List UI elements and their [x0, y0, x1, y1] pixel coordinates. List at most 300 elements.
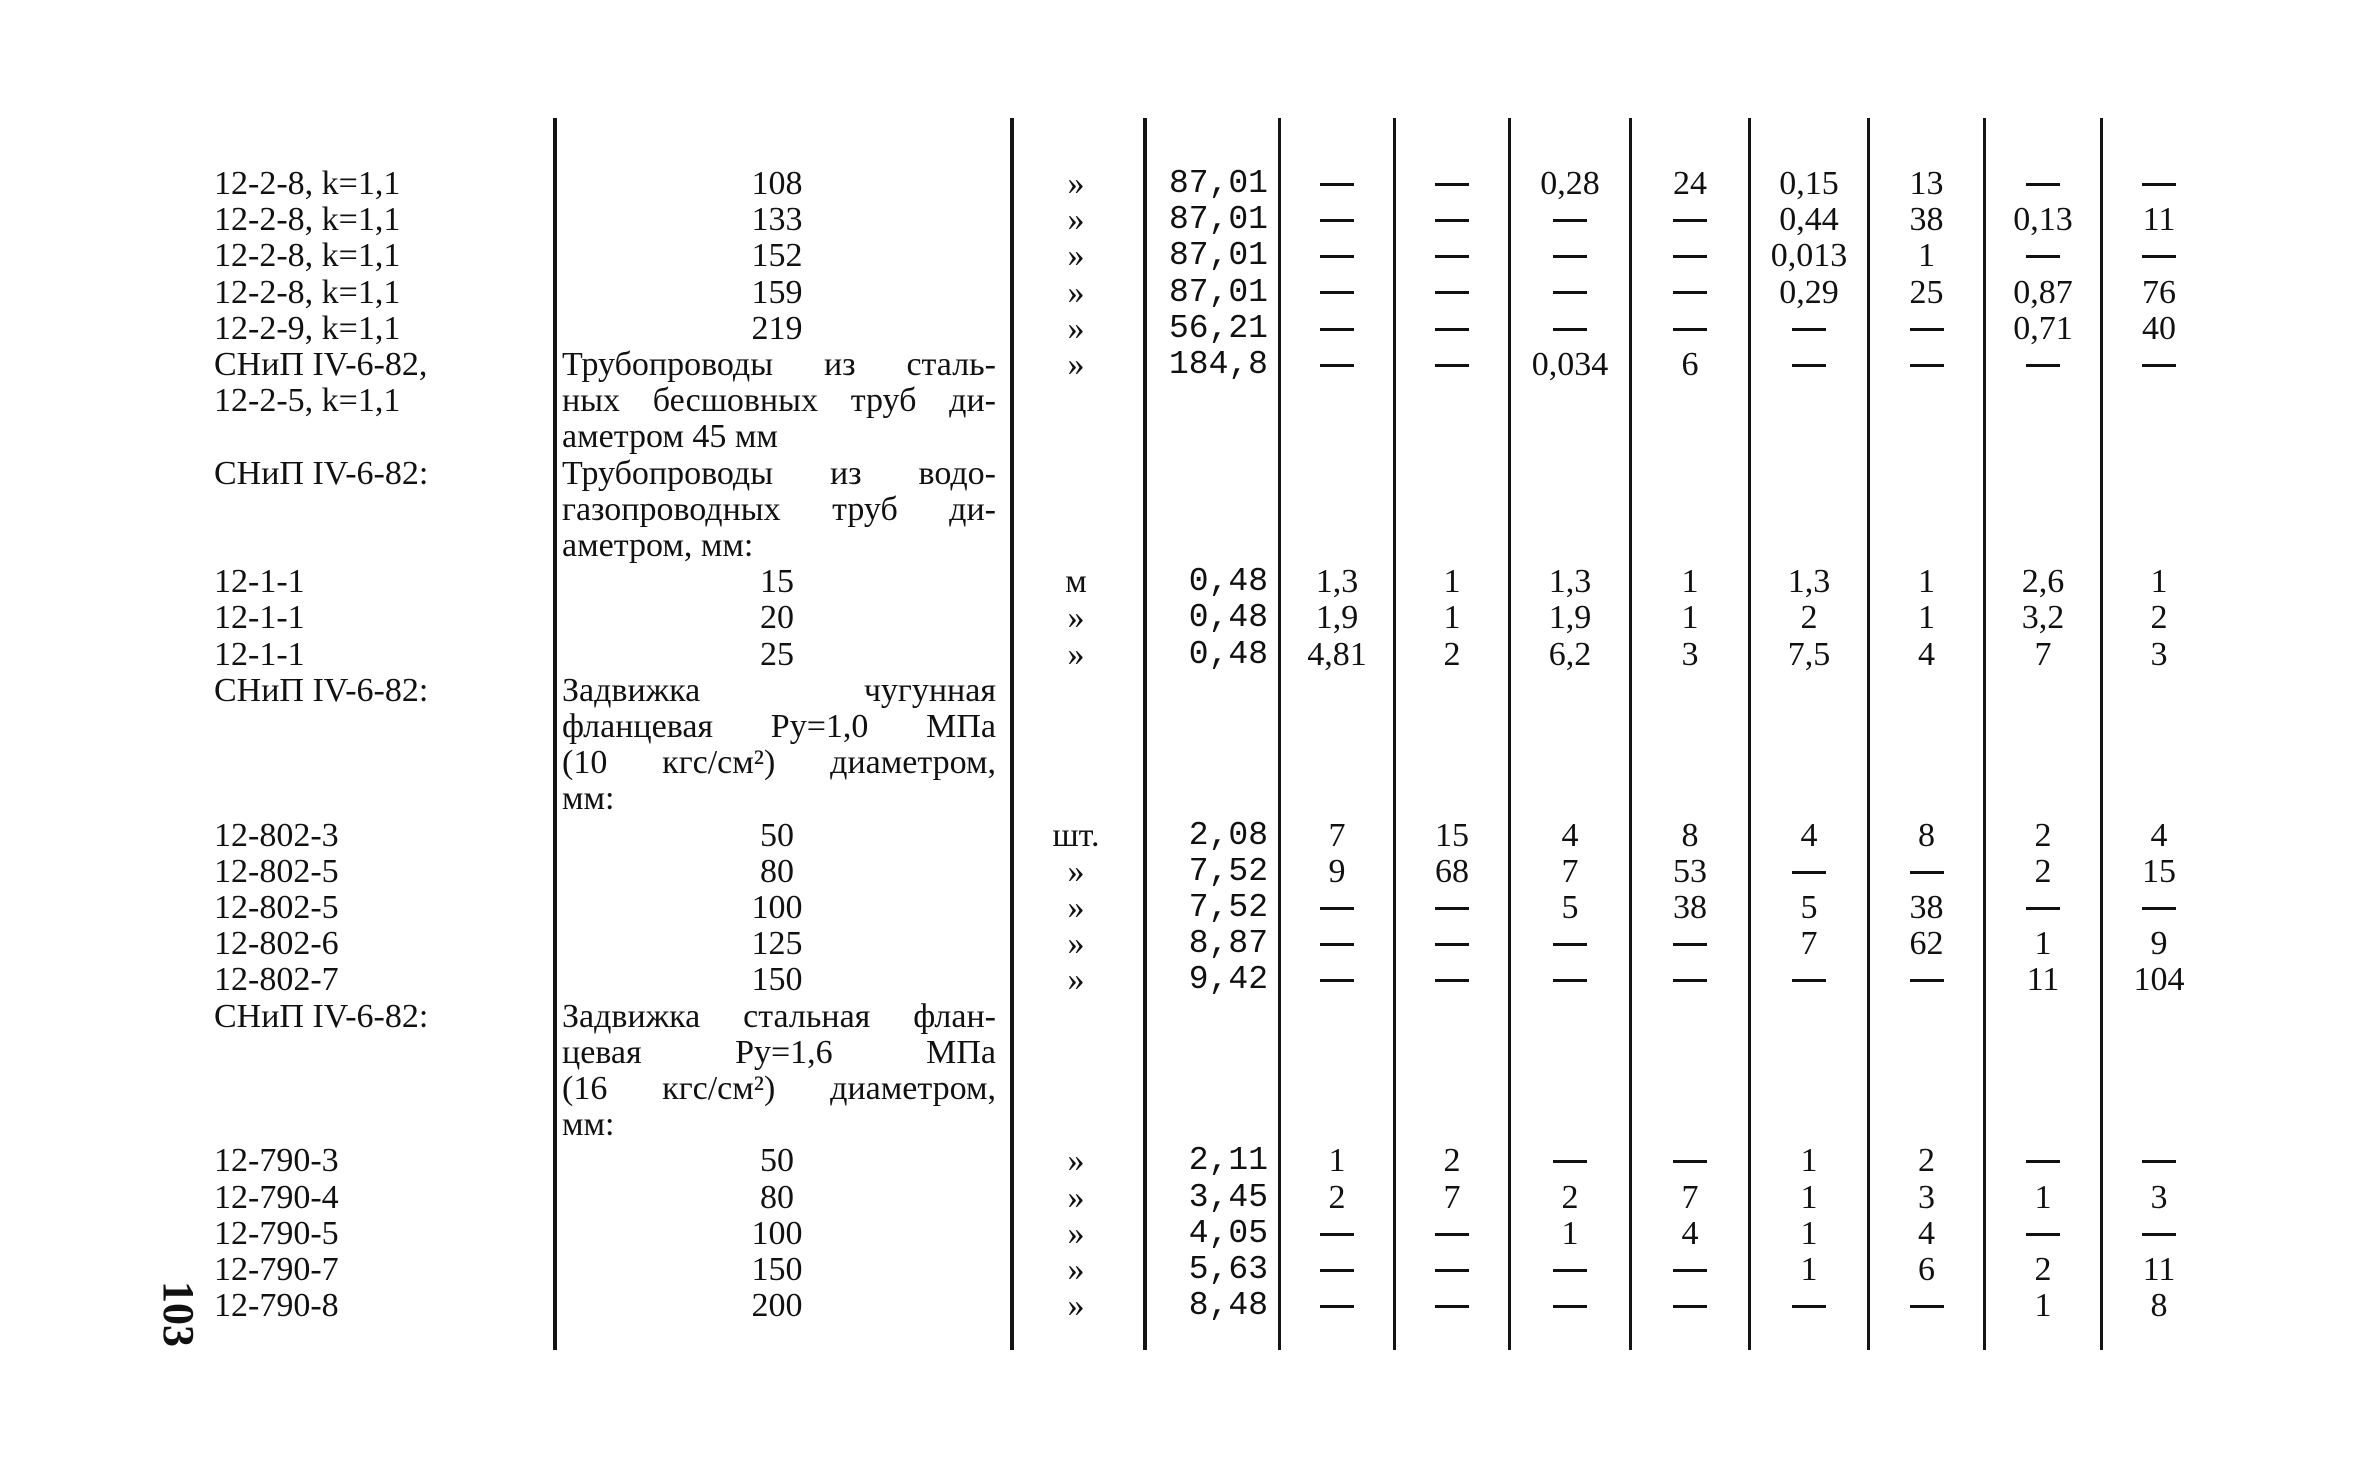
rate-value: 56,21: [1168, 309, 1268, 347]
dash-cell: [1282, 275, 1392, 311]
quantity-cell: 5: [1800, 889, 1818, 926]
dash-mark: [1435, 291, 1469, 294]
rate-value: 8,87: [1188, 925, 1268, 963]
dash-cell: [1987, 166, 2099, 202]
quantity-cell: 2: [2034, 852, 2052, 890]
dash-mark: [1553, 943, 1587, 946]
quantity-cell: 2: [1443, 1142, 1461, 1180]
table-row: [0, 311, 2363, 347]
dash-mark: [1553, 1305, 1587, 1308]
dash-cell: [2104, 347, 2214, 383]
quantity-cell: 1,3: [1787, 563, 1831, 601]
dash-cell: [1397, 238, 1507, 274]
quantity-cell: 76: [2142, 273, 2176, 311]
dash-mark: [1435, 1269, 1469, 1272]
dash-mark: [1320, 364, 1354, 367]
unit: »: [1067, 635, 1085, 673]
table-row: [0, 1216, 2363, 1252]
quantity-cell: 24: [1673, 165, 1707, 202]
dash-mark: [1435, 219, 1469, 222]
item-description: Трубопроводы из водо-: [562, 454, 996, 492]
dash-cell: [1871, 311, 1982, 347]
norm-code: 12-790-7: [214, 1251, 339, 1288]
dash-cell: [1397, 347, 1507, 383]
rate-value: 87,01: [1168, 237, 1268, 275]
unit: шт.: [1052, 816, 1100, 854]
rate-value: 4,05: [1188, 1214, 1268, 1252]
dash-cell: [1282, 1252, 1392, 1288]
dash-cell: [1512, 202, 1628, 238]
dash-cell: [1397, 166, 1507, 202]
dash-cell: [1987, 347, 2099, 383]
dash-mark: [1320, 255, 1354, 258]
dash-cell: [1397, 311, 1507, 347]
dash-cell: [1397, 962, 1507, 998]
unit: »: [1067, 1178, 1085, 1216]
quantity-cell: 15: [1435, 816, 1469, 854]
dash-cell: [1871, 962, 1982, 998]
dash-cell: [1633, 926, 1747, 962]
item-description: 80: [760, 1178, 794, 1216]
item-description: 150: [751, 1251, 803, 1288]
quantity-cell: 1: [2150, 563, 2168, 601]
item-description: Задвижка стальная флан-: [562, 997, 996, 1035]
quantity-cell: 1: [1443, 563, 1461, 601]
dash-mark: [1553, 255, 1587, 258]
rate-value: 2,11: [1188, 1142, 1268, 1180]
quantity-cell: 2: [2034, 816, 2052, 854]
dash-mark: [2142, 255, 2176, 258]
table-row: [0, 238, 2363, 274]
dash-cell: [1633, 275, 1747, 311]
quantity-cell: 7: [1800, 925, 1818, 963]
dash-cell: [1633, 311, 1747, 347]
quantity-cell: 1: [1918, 563, 1935, 601]
quantity-cell: 1,9: [1315, 599, 1359, 637]
dash-cell: [2104, 1143, 2214, 1179]
dash-mark: [1792, 1305, 1826, 1308]
quantity-cell: 68: [1435, 852, 1469, 890]
dash-cell: [1512, 1288, 1628, 1324]
dash-cell: [1282, 890, 1392, 926]
table-row: [0, 854, 2363, 890]
dash-mark: [1320, 1233, 1354, 1236]
norm-code: 12-790-4: [214, 1178, 339, 1216]
table-row: [0, 1252, 2363, 1288]
dash-cell: [1633, 1288, 1747, 1324]
table-row: [0, 1288, 2363, 1324]
dash-mark: [1553, 1269, 1587, 1272]
dash-mark: [2026, 907, 2060, 910]
quantity-cell: 9: [1328, 852, 1346, 890]
dash-cell: [1397, 1288, 1507, 1324]
item-description: (16 кгс/см²) диаметром,: [562, 1070, 996, 1107]
quantity-cell: 1: [1681, 599, 1699, 637]
item-description: Задвижка чугунная: [562, 671, 996, 709]
table-row: [0, 890, 2363, 926]
unit: »: [1067, 889, 1085, 926]
dash-mark: [1435, 1305, 1469, 1308]
table-row: [0, 1143, 2363, 1179]
dash-mark: [1910, 871, 1944, 874]
quantity-cell: 0,13: [2013, 201, 2073, 239]
dash-cell: [1512, 238, 1628, 274]
rate-value: 8,48: [1188, 1287, 1268, 1325]
unit: »: [1067, 852, 1085, 890]
item-description: 108: [751, 165, 803, 202]
dash-cell: [1871, 1288, 1982, 1324]
item-description: 200: [751, 1287, 803, 1325]
rate-value: 0,48: [1188, 599, 1268, 637]
quantity-cell: 0,034: [1531, 346, 1609, 383]
norm-code: 12-2-9, k=1,1: [214, 309, 401, 347]
quantity-cell: 4,81: [1307, 635, 1367, 673]
quantity-cell: 13: [1909, 165, 1944, 202]
item-description: газопроводных труб ди-: [562, 490, 996, 528]
table-row: [0, 202, 2363, 238]
dash-cell: [1633, 962, 1747, 998]
dash-mark: [1673, 1269, 1707, 1272]
quantity-cell: 1: [1800, 1214, 1818, 1252]
quantity-cell: 4: [1918, 1214, 1935, 1252]
quantity-cell: 2: [1443, 635, 1461, 673]
quantity-cell: 7: [2034, 635, 2052, 673]
dash-cell: [1512, 1143, 1628, 1179]
quantity-cell: 3: [1681, 635, 1699, 673]
quantity-cell: 1: [1561, 1214, 1579, 1252]
quantity-cell: 1: [2034, 1287, 2052, 1325]
unit: »: [1067, 961, 1085, 999]
norm-code: 12-802-3: [214, 816, 339, 854]
quantity-cell: 1: [1681, 563, 1699, 601]
norm-code: 12-802-7: [214, 961, 339, 999]
item-description: 219: [751, 309, 803, 347]
dash-mark: [2026, 255, 2060, 258]
dash-mark: [1553, 1160, 1587, 1163]
item-description: 133: [751, 201, 803, 239]
quantity-cell: 1: [1918, 599, 1935, 637]
quantity-cell: 1: [2034, 925, 2052, 963]
unit: »: [1067, 599, 1085, 637]
dash-mark: [2026, 1233, 2060, 1236]
dash-mark: [2026, 183, 2060, 186]
dash-cell: [1397, 275, 1507, 311]
item-description: 15: [760, 563, 794, 601]
dash-cell: [1752, 962, 1866, 998]
quantity-cell: 38: [1909, 889, 1944, 926]
norm-code: 12-790-3: [214, 1142, 339, 1180]
dash-cell: [1871, 347, 1982, 383]
quantity-cell: 2: [1328, 1178, 1346, 1216]
dash-cell: [1752, 1288, 1866, 1324]
dash-mark: [1320, 219, 1354, 222]
unit: »: [1067, 165, 1085, 202]
unit: »: [1067, 925, 1085, 963]
unit: »: [1067, 201, 1085, 239]
dash-mark: [1435, 943, 1469, 946]
item-description: аметром, мм:: [562, 527, 754, 564]
item-description: 80: [760, 852, 794, 890]
table-row: [0, 166, 2363, 202]
dash-cell: [1752, 311, 1866, 347]
norm-code: СНиП IV-6-82:: [214, 454, 429, 492]
quantity-cell: 8: [2150, 1287, 2168, 1325]
quantity-cell: 62: [1909, 925, 1944, 963]
table-row: [0, 1071, 2363, 1107]
dash-mark: [1910, 979, 1944, 982]
quantity-cell: 7,5: [1787, 635, 1831, 673]
dash-mark: [1320, 1269, 1354, 1272]
table-row: [0, 745, 2363, 781]
quantity-cell: 6,2: [1548, 635, 1592, 673]
dash-cell: [1512, 926, 1628, 962]
dash-cell: [1282, 311, 1392, 347]
dash-cell: [1397, 890, 1507, 926]
dash-mark: [2142, 183, 2176, 186]
dash-cell: [2104, 166, 2214, 202]
quantity-cell: 1,3: [1315, 563, 1359, 601]
item-description: ных бесшовных труб ди-: [562, 382, 996, 420]
quantity-cell: 38: [1673, 889, 1707, 926]
quantity-cell: 0,15: [1779, 165, 1839, 202]
table-row: [0, 962, 2363, 998]
quantity-cell: 2: [2034, 1251, 2052, 1288]
norm-code: СНиП IV-6-82,: [214, 346, 428, 383]
dash-mark: [1553, 979, 1587, 982]
item-description: 152: [751, 237, 803, 275]
dash-cell: [1397, 1216, 1507, 1252]
unit: »: [1067, 1142, 1085, 1180]
item-description: 100: [751, 1214, 803, 1252]
quantity-cell: 0,87: [2013, 273, 2073, 311]
dash-cell: [1282, 962, 1392, 998]
dash-cell: [1397, 202, 1507, 238]
dash-mark: [2026, 1160, 2060, 1163]
quantity-cell: 1: [1918, 237, 1935, 275]
dash-mark: [1673, 255, 1707, 258]
dash-cell: [1282, 166, 1392, 202]
norm-code: СНиП IV-6-82:: [214, 671, 429, 709]
item-description: 50: [760, 816, 794, 854]
dash-mark: [1320, 1305, 1354, 1308]
norm-code: 12-1-1: [214, 563, 305, 601]
item-description: Трубопроводы из сталь-: [562, 346, 996, 383]
dash-mark: [1320, 328, 1354, 331]
dash-cell: [1397, 1252, 1507, 1288]
dash-mark: [1673, 943, 1707, 946]
dash-cell: [1633, 238, 1747, 274]
dash-mark: [2142, 907, 2176, 910]
quantity-cell: 104: [2133, 961, 2185, 999]
dash-cell: [1282, 202, 1392, 238]
item-description: аметром 45 мм: [562, 418, 778, 456]
rate-value: 87,01: [1168, 201, 1268, 239]
dash-mark: [1435, 328, 1469, 331]
rate-value: 184,8: [1168, 346, 1268, 383]
dash-mark: [1673, 979, 1707, 982]
dash-mark: [1320, 943, 1354, 946]
rate-value: 2,08: [1188, 816, 1268, 854]
rate-value: 5,63: [1188, 1251, 1268, 1288]
quantity-cell: 9: [2150, 925, 2168, 963]
dash-mark: [1435, 255, 1469, 258]
quantity-cell: 1: [1443, 599, 1461, 637]
dash-cell: [1282, 1216, 1392, 1252]
item-description: 25: [760, 635, 794, 673]
quantity-cell: 3: [2150, 635, 2168, 673]
dash-cell: [1871, 854, 1982, 890]
quantity-cell: 3,2: [2021, 599, 2065, 637]
quantity-cell: 4: [1918, 635, 1935, 673]
unit: »: [1067, 1214, 1085, 1252]
rate-value: 87,01: [1168, 165, 1268, 202]
dash-mark: [1792, 328, 1826, 331]
item-description: фланцевая Pу=1,0 МПа: [562, 708, 996, 745]
quantity-cell: 2: [1800, 599, 1818, 637]
quantity-cell: 1: [2034, 1178, 2052, 1216]
item-description: 50: [760, 1142, 794, 1180]
quantity-cell: 7: [1328, 816, 1346, 854]
rate-value: 7,52: [1188, 889, 1268, 926]
quantity-cell: 40: [2142, 309, 2176, 347]
quantity-cell: 7: [1681, 1178, 1699, 1216]
table-row: [0, 347, 2363, 383]
quantity-cell: 1: [1328, 1142, 1346, 1180]
rate-value: 0,48: [1188, 635, 1268, 673]
quantity-cell: 2: [1561, 1178, 1579, 1216]
norm-code: 12-2-8, k=1,1: [214, 273, 401, 311]
norm-code: 12-2-8, k=1,1: [214, 165, 401, 202]
dash-cell: [1397, 926, 1507, 962]
norm-code: 12-802-5: [214, 852, 339, 890]
dash-mark: [1435, 183, 1469, 186]
dash-cell: [1752, 347, 1866, 383]
rate-value: 7,52: [1188, 852, 1268, 890]
norm-code: 12-2-8, k=1,1: [214, 237, 401, 275]
quantity-cell: 0,44: [1779, 201, 1839, 239]
quantity-cell: 7: [1443, 1178, 1461, 1216]
dash-cell: [1987, 1143, 2099, 1179]
quantity-cell: 6: [1681, 346, 1699, 383]
quantity-cell: 11: [2142, 201, 2176, 239]
dash-mark: [1673, 1160, 1707, 1163]
norm-code: 12-802-5: [214, 889, 339, 926]
table-row: [0, 564, 2363, 600]
table-row: [0, 673, 2363, 709]
dash-mark: [1673, 1305, 1707, 1308]
item-description: 100: [751, 889, 803, 926]
dash-cell: [1282, 926, 1392, 962]
quantity-cell: 0,71: [2013, 309, 2073, 347]
rate-value: 9,42: [1188, 961, 1268, 999]
item-description: 125: [751, 925, 803, 963]
quantity-cell: 15: [2142, 852, 2176, 890]
table-row: [0, 383, 2363, 419]
dash-cell: [1752, 854, 1866, 890]
dash-mark: [1320, 979, 1354, 982]
unit: м: [1065, 563, 1087, 601]
item-description: 159: [751, 273, 803, 311]
dash-cell: [1282, 347, 1392, 383]
dash-mark: [1320, 183, 1354, 186]
dash-mark: [1553, 291, 1587, 294]
quantity-cell: 2,6: [2021, 563, 2065, 601]
dash-mark: [1910, 364, 1944, 367]
quantity-cell: 11: [2142, 1251, 2176, 1288]
norm-code: 12-2-5, k=1,1: [214, 382, 401, 420]
quantity-cell: 3: [2150, 1178, 2168, 1216]
quantity-cell: 8: [1681, 816, 1699, 854]
table-row: [0, 275, 2363, 311]
norm-code: СНиП IV-6-82:: [214, 997, 429, 1035]
rate-value: 0,48: [1188, 563, 1268, 601]
table-row: [0, 528, 2363, 564]
quantity-cell: 25: [1909, 273, 1944, 311]
dash-cell: [2104, 1216, 2214, 1252]
dash-mark: [1673, 328, 1707, 331]
dash-cell: [2104, 890, 2214, 926]
quantity-cell: 1: [1800, 1178, 1818, 1216]
norm-code: 12-1-1: [214, 599, 305, 637]
page-number: 103: [154, 1281, 203, 1347]
quantity-cell: 4: [1561, 816, 1579, 854]
table-row: [0, 1107, 2363, 1143]
table-row: [0, 781, 2363, 817]
dash-cell: [1987, 238, 2099, 274]
quantity-cell: 5: [1561, 889, 1579, 926]
dash-mark: [2142, 364, 2176, 367]
dash-cell: [1512, 1252, 1628, 1288]
norm-code: 12-790-5: [214, 1214, 339, 1252]
dash-cell: [1512, 311, 1628, 347]
quantity-cell: 2: [1918, 1142, 1935, 1180]
dash-mark: [2142, 1233, 2176, 1236]
quantity-cell: 0,28: [1540, 165, 1600, 202]
dash-cell: [1633, 202, 1747, 238]
dash-mark: [1320, 291, 1354, 294]
quantity-cell: 53: [1673, 852, 1707, 890]
unit: »: [1067, 273, 1085, 311]
item-description: 20: [760, 599, 794, 637]
quantity-cell: 6: [1918, 1251, 1935, 1288]
item-description: цевая Pу=1,6 МПа: [562, 1033, 996, 1071]
quantity-cell: 38: [1909, 201, 1944, 239]
dash-cell: [1633, 1143, 1747, 1179]
dash-mark: [1553, 328, 1587, 331]
norm-code: 12-1-1: [214, 635, 305, 673]
quantity-cell: 0,29: [1779, 273, 1839, 311]
quantity-cell: 0,013: [1770, 237, 1848, 275]
dash-cell: [1282, 238, 1392, 274]
dash-mark: [1435, 907, 1469, 910]
table-row: [0, 926, 2363, 962]
dash-mark: [1435, 1233, 1469, 1236]
quantity-cell: 1: [1800, 1251, 1818, 1288]
quantity-cell: 8: [1918, 816, 1935, 854]
quantity-cell: 4: [1681, 1214, 1699, 1252]
dash-cell: [1987, 890, 2099, 926]
table-row: [0, 600, 2363, 636]
item-description: мм:: [562, 780, 615, 818]
dash-mark: [1320, 907, 1354, 910]
dash-cell: [1282, 1288, 1392, 1324]
dash-cell: [1512, 275, 1628, 311]
table-row: [0, 999, 2363, 1035]
table-row: [0, 456, 2363, 492]
dash-mark: [1792, 871, 1826, 874]
dash-mark: [1553, 219, 1587, 222]
rate-value: 3,45: [1188, 1178, 1268, 1216]
